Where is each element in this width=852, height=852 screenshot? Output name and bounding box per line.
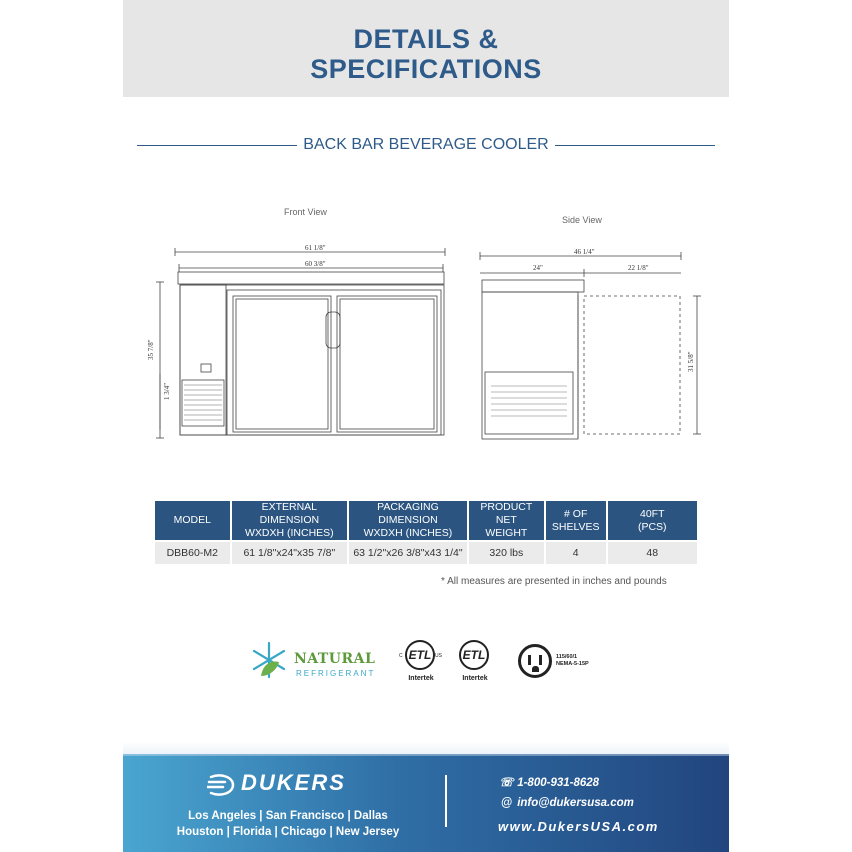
cell-shelves: 4: [546, 540, 606, 564]
spec-table: [153, 501, 699, 564]
phone-contact[interactable]: ☏ 1-800-931-8628: [499, 777, 600, 789]
dim-overall-width: 61 1/8": [305, 244, 326, 252]
plug-spec: 115/60/1 NEMA-5-15P: [556, 654, 589, 667]
side-view-drawing: [123, 0, 729, 460]
etl-cert-2: [453, 640, 497, 690]
dim-inner-width: 60 3/8": [305, 260, 326, 268]
intertek-label: Intertek: [408, 675, 434, 682]
side-view-label: Side View: [562, 215, 602, 225]
dim-side-height: 31 5/8": [687, 351, 695, 372]
natural-refrigerant-logo: [249, 640, 379, 682]
dukers-logo-icon: [207, 771, 237, 799]
cell-external-dimension: 61 1/8"x24"x35 7/8": [232, 540, 348, 564]
col-packaging-dimension: PACKAGING DIMENSION WXDXH (INCHES): [349, 501, 467, 540]
dim-side-overall: 46 1/4": [574, 248, 595, 256]
col-40ft: 40FT (PCS): [608, 501, 697, 540]
col-shelves: # OF SHELVES: [546, 501, 606, 540]
col-model: MODEL: [155, 501, 230, 540]
dim-door-swing: 22 1/8": [628, 264, 649, 272]
col-net-weight: PRODUCT NET WEIGHT: [469, 501, 544, 540]
snowflake-leaf-icon: [249, 640, 289, 680]
at-icon: @: [500, 797, 513, 809]
brand-name: DUKERS: [241, 770, 346, 795]
spec-sheet: [123, 0, 729, 852]
dim-base-height: 1 3/4": [163, 382, 171, 400]
table-header-row: [155, 501, 697, 540]
etl-mark-icon: ETL: [405, 640, 435, 670]
nema-plug-icon: [518, 644, 552, 678]
cell-net-weight: 320 lbs: [469, 540, 544, 564]
cell-model: DBB60-M2: [155, 540, 230, 564]
dim-side-depth: 24": [533, 264, 543, 272]
footer-banner: [123, 754, 729, 852]
footer-divider: [445, 775, 447, 827]
etl-mark-icon: ETL: [459, 640, 489, 670]
cell-packaging-dimension: 63 1/2"x26 3/8"x43 1/4": [349, 540, 467, 564]
table-row: [155, 540, 697, 564]
col-external-dimension: EXTERNAL DIMENSION WXDXH (INCHES): [232, 501, 348, 540]
intertek-label: Intertek: [462, 675, 488, 682]
locations: Los Angeles | San Francisco | Dallas Houston | Florida | Chicago | New Jersey: [176, 810, 400, 838]
phone-icon: ☏: [499, 777, 514, 789]
cell-40ft: 48: [608, 540, 697, 564]
page-title-line2: SPECIFICATIONS: [310, 54, 542, 84]
website-link[interactable]: www.DukersUSA.com: [498, 819, 659, 834]
page-title-line1: DETAILS &: [353, 24, 499, 54]
section-title: BACK BAR BEVERAGE COOLER: [303, 136, 549, 153]
measurement-note: * All measures are presented in inches and pounds: [441, 576, 667, 587]
dim-height: 35 7/8": [147, 339, 155, 360]
natural-text: NATURAL: [294, 651, 376, 667]
refrigerant-text: REFRIGERANT: [296, 669, 376, 678]
front-view-label: Front View: [284, 207, 327, 217]
etl-cert-1: C ETL US Intertek: [399, 640, 443, 690]
email-contact[interactable]: @ info@dukersusa.com: [500, 797, 634, 809]
